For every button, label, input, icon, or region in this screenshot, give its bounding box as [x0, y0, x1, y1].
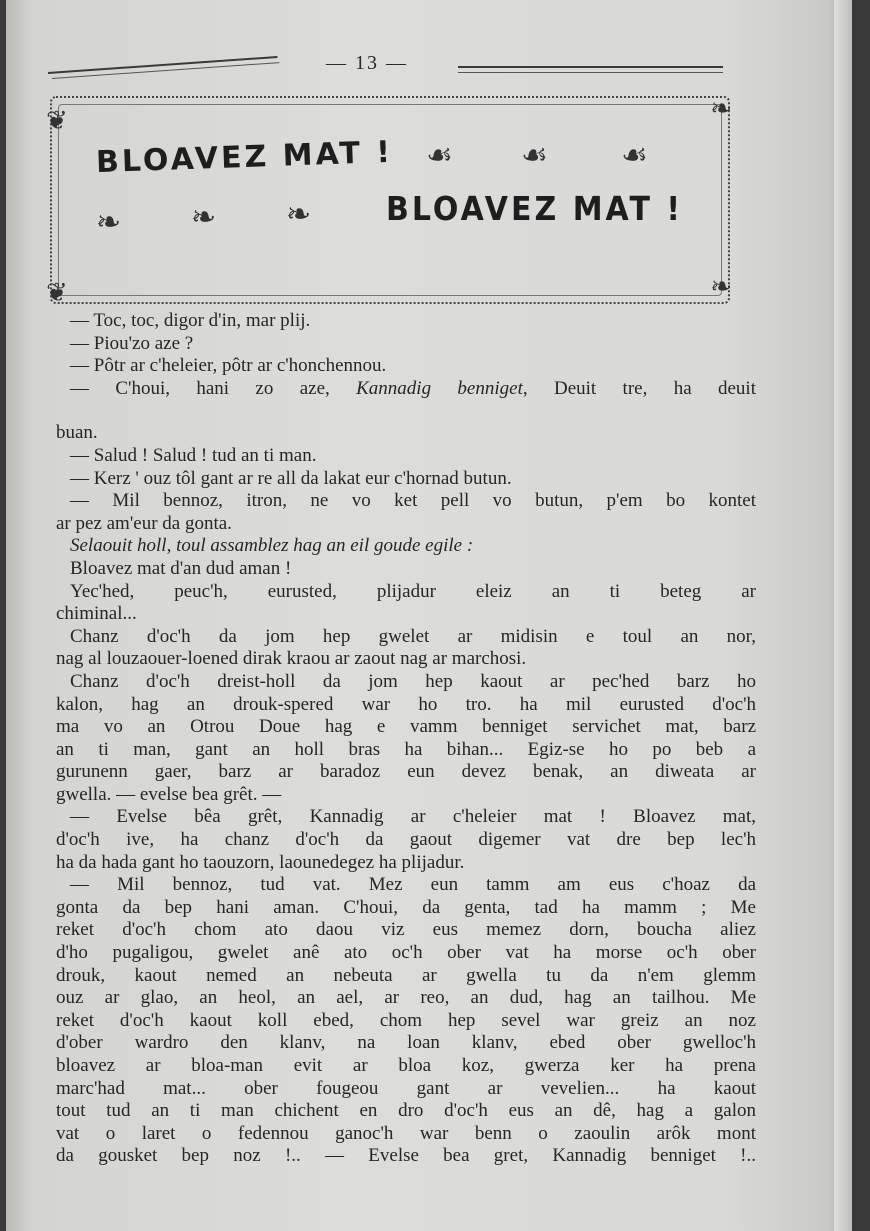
text-line — [56, 806, 756, 829]
text-segment: Bloavez mat d'an dud aman ! — [70, 557, 292, 579]
text-line — [56, 852, 756, 875]
text-line — [56, 333, 756, 356]
text-line — [56, 671, 756, 694]
header-rule-right-thin — [458, 72, 723, 73]
text-line — [56, 739, 756, 762]
scroll-ornament-icon: ❦ — [46, 106, 68, 135]
text-segment: ouz ar glao, an heol, an ael, ar reo, an dud, hag an tailhou. Me — [56, 987, 756, 1009]
text-line — [56, 965, 756, 988]
italic-text: Selaouit holl, toul assamblez hag an eil goude egile : — [70, 535, 474, 557]
text-line — [56, 558, 756, 581]
text-segment: — Salud ! Salud ! tud an ti man. — [70, 444, 317, 466]
text-segment: — Mil bennoz, tud vat. Mez eun tamm am eus c'hoaz da — [70, 874, 756, 896]
text-line — [56, 1010, 756, 1033]
text-line — [56, 422, 756, 445]
text-segment: — Mil bennoz, itron, ne vo ket pell vo butun, p'em bo kontet — [70, 490, 756, 512]
text-line — [56, 648, 756, 671]
text-segment: reket d'oc'h kaout koll ebed, chom hep sevel war greiz an noz — [56, 1009, 756, 1031]
text-line — [56, 513, 756, 536]
text-line — [56, 490, 756, 513]
text-line — [56, 829, 756, 852]
text-line — [56, 1100, 756, 1123]
fleuron-icon: ❧ — [286, 198, 312, 231]
text-segment: chiminal... — [56, 603, 137, 625]
text-line — [56, 535, 756, 558]
fleuron-icon: ☙ — [426, 139, 453, 172]
text-segment: — Piou'zo aze ? — [70, 332, 194, 354]
text-line — [56, 626, 756, 649]
text-segment: an ti man, gant an holl bras ha bihan... Egiz-se ho po beb a — [56, 738, 756, 760]
fleuron-icon: ☙ — [621, 139, 648, 172]
scroll-ornament-icon: ❧ — [710, 272, 732, 301]
body-text — [56, 310, 756, 1168]
text-segment: da gousket bep noz !.. — Evelse bea gret, Kannadig benniget !.. — [56, 1145, 756, 1167]
text-segment: d'ober wardro den klanv, na loan klanv, ebed ober gwelloc'h — [56, 1032, 756, 1054]
text-segment: ha da hada gant ho taouzorn, laounedegez ha plijadur. — [56, 851, 465, 873]
scroll-ornament-icon: ❦ — [46, 278, 68, 307]
text-segment: — Toc, toc, digor d'in, mar plij. — [70, 310, 311, 331]
text-line — [56, 694, 756, 717]
text-segment: — Evelse bêa grêt, Kannadig ar c'heleier mat ! Bloavez mat, — [70, 806, 756, 828]
text-segment: Yec'hed, peuc'h, eurusted, plijadur eleiz an ti beteg ar — [70, 580, 756, 602]
text-line — [56, 897, 756, 920]
text-line — [56, 581, 756, 604]
page-edge — [834, 0, 852, 1231]
fleuron-icon: ❧ — [96, 206, 122, 239]
text-segment: drouk, kaout nemed an nebeuta ar gwella tu da n'em glemm — [56, 964, 756, 986]
text-segment: kalon, hag an drouk-spered war ho tro. ha mil eurusted d'oc'h — [56, 693, 756, 715]
text-segment: — Kerz ' ouz tôl gant ar re all da lakat eur c'hornad butun. — [70, 467, 512, 489]
text-segment: marc'had mat... ober fougeou gant ar vevelien... ha kaout — [56, 1077, 756, 1099]
text-line — [56, 784, 756, 807]
text-line — [56, 987, 756, 1010]
page-number: — 13 — — [326, 52, 408, 74]
text-line — [56, 1032, 756, 1055]
book-page — [6, 0, 852, 1231]
text-line — [56, 1055, 756, 1078]
text-segment: gwella. — evelse bea grêt. — — [56, 783, 282, 805]
text-segment: reket d'oc'h chom ato daou viz eus memez dorn, boucha aliez — [56, 919, 756, 941]
text-segment: tout tud an ti man chichent en dro d'oc'h eus an dê, hag a galon — [56, 1100, 756, 1122]
text-line — [56, 874, 756, 897]
text-line — [56, 1145, 756, 1168]
greeting-title: BLOAVEZ MAT ! — [95, 134, 394, 181]
text-segment: — Pôtr ar c'heleier, pôtr ar c'honchennou. — [70, 355, 387, 377]
text-segment: ar pez am'eur da gonta. — [56, 512, 232, 534]
italic-text: Kannadig benniget — [356, 377, 523, 399]
fleuron-icon: ☙ — [521, 139, 548, 172]
text-segment: nag al louzaouer-loened dirak kraou ar zaout nag ar marchosi. — [56, 648, 527, 670]
text-line — [56, 942, 756, 965]
text-segment: vat o laret o fedennou ganoc'h war benn o zaoulin arôk mont — [56, 1122, 756, 1144]
text-segment: — C'houi, hani zo aze, — [70, 377, 357, 399]
text-segment: d'oc'h ive, ha chanz d'oc'h da gaout digemer vat dre bep lec'h — [56, 829, 756, 851]
text-line — [56, 1123, 756, 1146]
text-segment: Chanz d'oc'h da jom hep gwelet ar midisin e toul an nor, — [70, 625, 756, 647]
text-segment: bloavez ar bloa-man evit ar bloa koz, gwerza ker ha prena — [56, 1055, 756, 1076]
text-line — [56, 1078, 756, 1101]
text-line — [56, 761, 756, 784]
text-segment: , Deuit tre, ha deuit — [522, 377, 756, 399]
text-segment: Chanz d'oc'h dreist-holl da jom hep kaout ar pec'hed barz ho — [70, 670, 756, 692]
text-segment: d'ho pugaligou, gwelet anê ato oc'h ober vat ha morse oc'h ober — [56, 942, 756, 964]
header-rule-right — [458, 66, 723, 68]
scroll-ornament-icon: ❧ — [710, 94, 732, 123]
text-line — [56, 378, 756, 401]
text-line — [56, 310, 756, 333]
text-segment: buan. — [56, 422, 98, 444]
text-line — [56, 919, 756, 942]
text-line — [56, 468, 756, 491]
text-segment: gurunenn gaer, barz ar baradoz eun devez benak, an diweata ar — [56, 761, 756, 783]
text-segment: gonta da bep hani aman. C'houi, da genta, tad ha mamm ; Me — [56, 896, 756, 918]
fleuron-icon: ❧ — [191, 201, 217, 234]
greeting-title: BLOAVEZ MAT ! — [386, 190, 684, 229]
text-line — [56, 445, 756, 468]
text-line — [56, 716, 756, 739]
text-line — [56, 603, 756, 626]
text-segment: ma vo an Otrou Doue hag e vamm benniget servichet mat, barz — [56, 716, 756, 738]
text-line — [56, 355, 756, 378]
